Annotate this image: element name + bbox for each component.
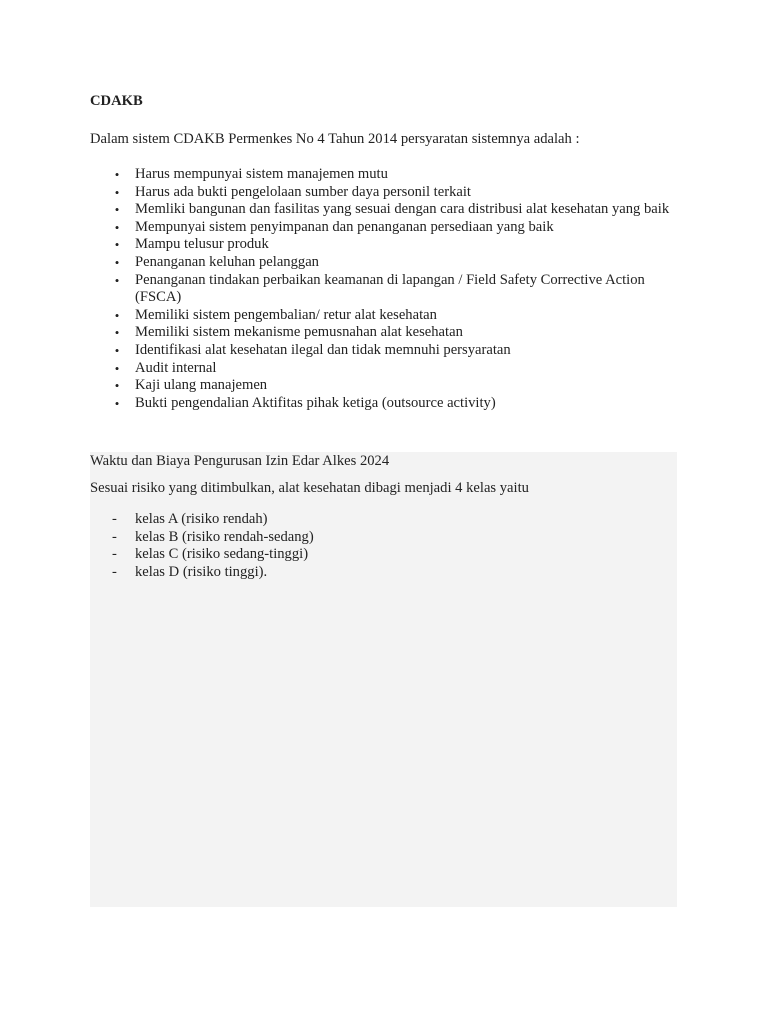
dash-icon: - (112, 563, 117, 580)
list-item-text: Harus ada bukti pengelolaan sumber daya personil terkait (135, 183, 471, 200)
list-item (90, 184, 680, 202)
bullet-icon: • (114, 378, 120, 394)
list-item-text: Penanganan keluhan pelanggan (135, 253, 319, 270)
bullet-icon: • (114, 360, 120, 376)
list-item-text: kelas C (risiko sedang-tinggi) (135, 546, 309, 563)
bullet-icon: • (114, 202, 120, 218)
bullet-icon: • (114, 307, 120, 323)
document-heading: CDAKB (90, 93, 143, 109)
list-item-text: Harus mempunyai sistem manajemen mutu (135, 166, 388, 182)
list-item (90, 307, 680, 325)
list-item (90, 511, 670, 529)
dash-icon: - (112, 511, 117, 527)
list-item (90, 395, 680, 413)
list-item (90, 254, 680, 272)
list-item (90, 166, 680, 184)
bullet-icon: • (114, 342, 120, 358)
list-item (90, 546, 670, 564)
list-item (90, 360, 680, 378)
bullet-icon: • (114, 272, 120, 288)
list-item (90, 236, 680, 254)
list-item-text: Bukti pengendalian Aktifitas pihak ketiga (outsource activity) (135, 394, 496, 411)
bullet-icon: • (114, 325, 120, 341)
section-intro: Sesuai risiko yang ditimbulkan, alat kesehatan dibagi menjadi 4 kelas yaitu (90, 480, 529, 496)
intro-paragraph: Dalam sistem CDAKB Permenkes No 4 Tahun 2014 persyaratan sistemnya adalah : (90, 131, 580, 147)
requirements-list (90, 166, 680, 412)
list-item-text: Memiliki sistem pengembalian/ retur alat kesehatan (135, 306, 437, 323)
list-item-text: kelas B (risiko rendah-sedang) (135, 528, 314, 545)
bullet-icon: • (114, 219, 120, 235)
list-item-text: Identifikasi alat kesehatan ilegal dan tidak memnuhi persyaratan (135, 341, 511, 358)
list-item-text: Audit internal (135, 359, 217, 376)
list-item (90, 564, 670, 582)
list-item-text: Penanganan tindakan perbaikan keamanan di lapangan / Field Safety Corrective Action (FSCA) (135, 271, 645, 306)
list-item-text: kelas D (risiko tinggi). (135, 563, 268, 580)
list-item (90, 219, 680, 237)
list-item (90, 529, 670, 547)
list-item-text: kelas A (risiko rendah) (135, 511, 268, 527)
list-item (90, 272, 680, 307)
list-item-text: Memiliki sistem mekanisme pemusnahan alat kesehatan (135, 324, 463, 341)
device-class-list (90, 511, 670, 581)
dash-icon: - (112, 546, 117, 563)
dash-icon: - (112, 528, 117, 545)
list-item (90, 377, 680, 395)
list-item (90, 324, 680, 342)
bullet-icon: • (114, 167, 120, 182)
bullet-icon: • (114, 237, 120, 253)
bullet-icon: • (114, 254, 120, 270)
list-item-text: Kaji ulang manajemen (135, 377, 268, 394)
list-item-text: Mampu telusur produk (135, 236, 269, 253)
list-item (90, 342, 680, 360)
list-item (90, 201, 680, 219)
bullet-icon: • (114, 395, 120, 411)
bullet-icon: • (114, 184, 120, 200)
list-item-text: Mempunyai sistem penyimpanan dan penanganan persediaan yang baik (135, 218, 554, 235)
section-title: Waktu dan Biaya Pengurusan Izin Edar Alkes 2024 (90, 453, 390, 469)
list-item-text: Memliki bangunan dan fasilitas yang sesuai dengan cara distribusi alat kesehatan yang baik (135, 201, 670, 218)
